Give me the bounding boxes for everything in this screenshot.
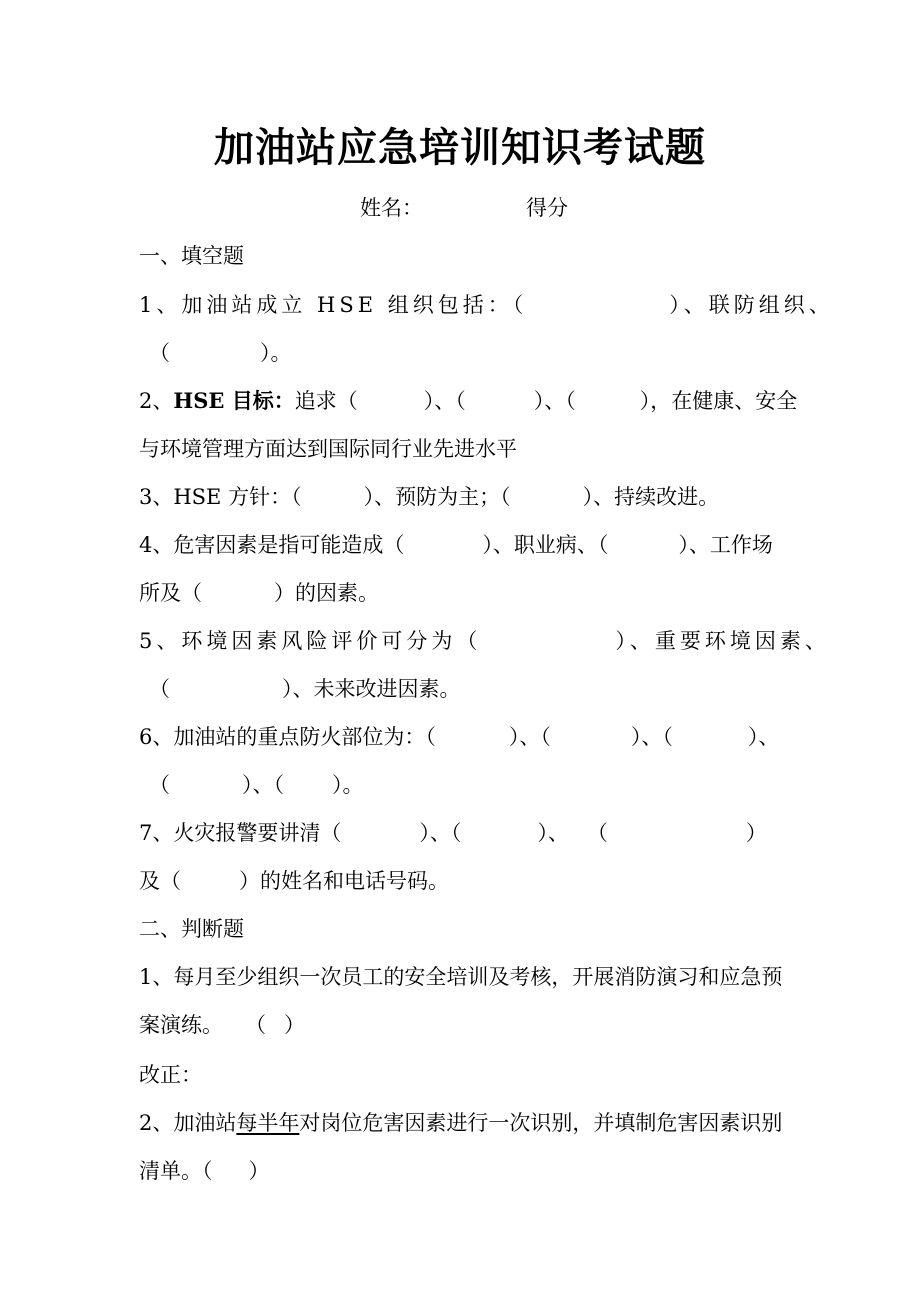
question-4-line-1: 4、危害因素是指可能造成（ ）、职业病、（ ）、工作场 <box>139 533 773 557</box>
question-5-line-2: （ ）、未来改进因素。 <box>149 677 461 701</box>
section-heading-true-false: 二、判断题 <box>139 917 244 941</box>
question-7-line-2: 及（ ）的姓名和电话号码。 <box>139 869 449 893</box>
score-label: 得分 <box>526 196 568 220</box>
question-3: 3、HSE 方针：（ ）、预防为主；（ ）、持续改进。 <box>139 485 720 509</box>
judge-question-1-line-2: 案演练。 （ ） <box>139 1013 305 1037</box>
page-title: 加油站应急培训知识考试题 <box>214 124 706 171</box>
underlined-phrase: 每半年 <box>236 1111 300 1135</box>
name-label: 姓名： <box>360 196 423 220</box>
question-4-line-2: 所及（ ）的因素。 <box>139 581 379 605</box>
judge-question-2-line-2: 清单。（ ） <box>139 1159 270 1183</box>
question-5-line-1: 5、环境因素风险评价可分为（ ）、重要环境因素、 <box>139 629 830 653</box>
question-2-line-1: 2、HSE 目标：追求（ ）、（ ）、（ ），在健康、安全 <box>139 388 798 413</box>
question-2-line-2: 与环境管理方面达到国际同行业先进水平 <box>139 437 517 461</box>
judge-question-2-line-1: 2、加油站每半年对岗位危害因素进行一次识别，并填制危害因素识别 <box>139 1111 783 1135</box>
section-heading-fill-in: 一、填空题 <box>139 244 244 268</box>
question-6-line-1: 6、加油站的重点防火部位为：（ ）、（ ）、（ ）、 <box>139 725 780 749</box>
question-1-line-2: （ ）。 <box>149 341 292 365</box>
judge-question-1-correction: 改正： <box>139 1063 202 1087</box>
question-7-line-1: 7、火灾报警要讲清（ ）、（ ）、 （ ） <box>139 821 767 845</box>
question-6-line-2: （ ）、（ ）。 <box>149 773 364 797</box>
judge-question-1-line-1: 1、每月至少组织一次员工的安全培训及考核，开展消防演习和应急预 <box>139 965 783 989</box>
question-1-line-1: 1、加油站成立 HSE 组织包括：（ ）、联防组织、 <box>139 293 834 317</box>
